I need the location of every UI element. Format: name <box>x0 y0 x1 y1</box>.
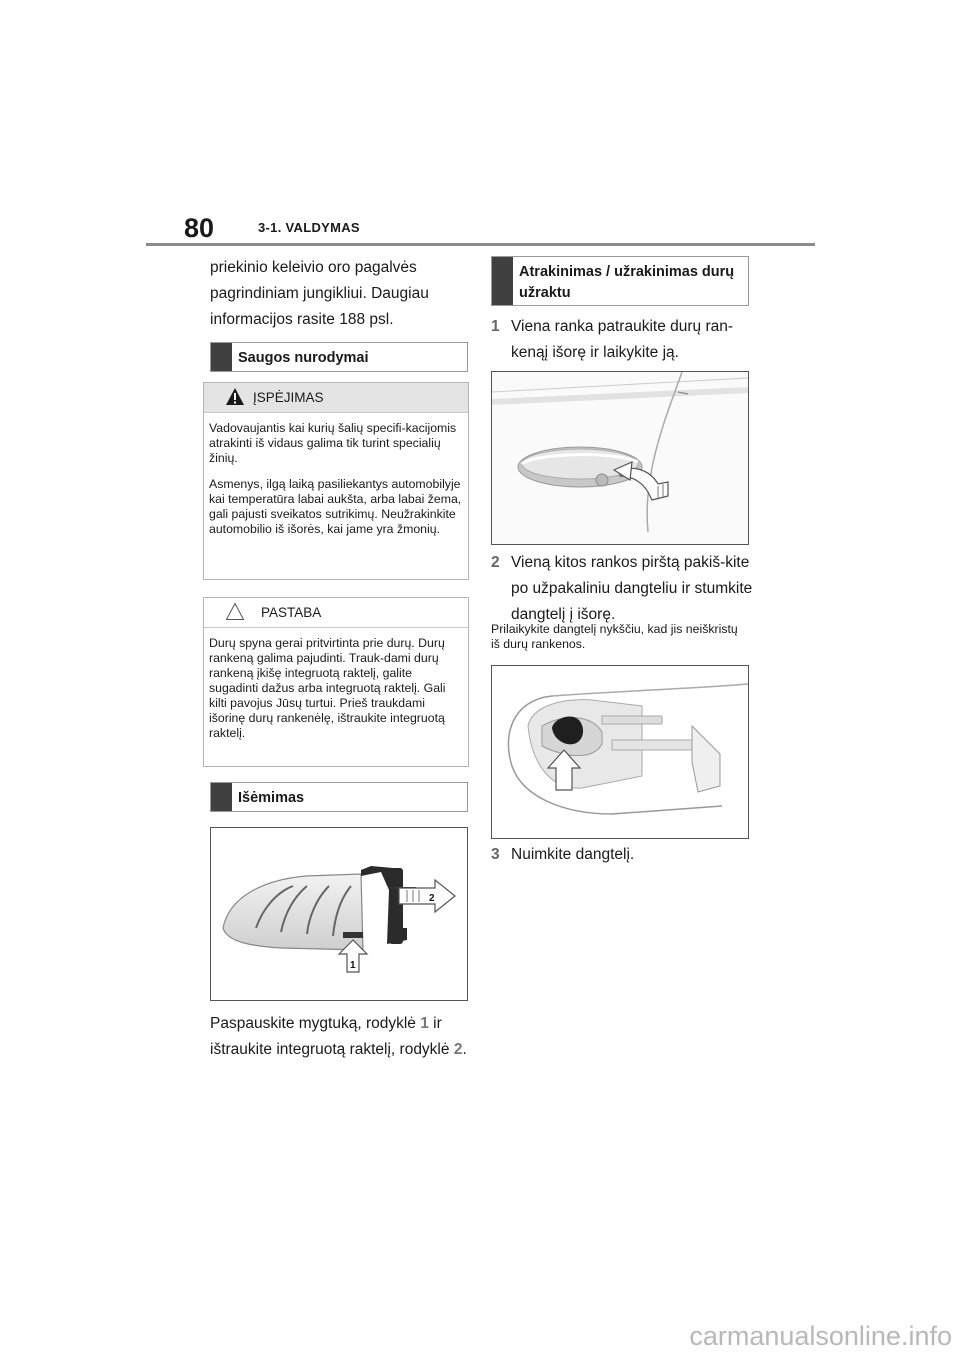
door-handle-figure <box>491 371 749 545</box>
heading-bar <box>211 343 232 371</box>
lock-heading-text: Atrakinimas / užrakinimas durų užraktu <box>519 264 735 301</box>
intro-paragraph: priekinio keleivio oro pagalvės pagrindiniam jungikliui. Daugiau informacijos rasite 188 psl. <box>210 259 429 328</box>
caution-triangle-icon <box>225 602 245 621</box>
step-2 <box>491 550 753 628</box>
caption-text: ir ištraukite integruotą raktelį, rodyklė <box>210 1015 454 1058</box>
heading-bar <box>492 257 513 305</box>
key-removal-figure <box>210 827 468 1001</box>
caption-text: . <box>462 1041 467 1058</box>
step-text: Nuimkite dangtelį. <box>511 846 635 863</box>
warning-box <box>203 382 469 580</box>
notice-paragraph: Durų spyna gerai pritvirtinta prie durų. Durų rankeną galima pajudinti. Trauk-dami durų rankeną įkišę integruotą raktelį, galite sugadinti dažus arba integruotą raktelį. Gali kilti pavojus Jūsų turtui. Prieš traukdami išorinę durų rankenėlę, ištraukite integruotą raktelį. <box>209 636 446 740</box>
lock-heading <box>491 256 749 306</box>
page-number: 80 <box>184 213 215 243</box>
step-1 <box>491 314 753 366</box>
warning-triangle-icon <box>225 387 245 406</box>
removal-heading-text: Išėmimas <box>238 790 305 806</box>
watermark: carmanualsonline.info <box>689 1321 952 1351</box>
step-number: 2 <box>491 554 500 571</box>
step-text: Viena ranka patraukite durų ran-kenąį išorę ir laikykite ją. <box>511 318 734 361</box>
heading-bar <box>211 783 232 811</box>
warning-paragraph: Vadovaujantis kai kurių šalių specifi-kacijomis atrakinti iš vidaus galima tik turint specialių žinių. <box>209 421 457 465</box>
section-title: 3-1. VALDYMAS <box>258 220 360 235</box>
arrow-2-label: 2 <box>429 893 435 904</box>
notice-title: PASTABA <box>261 605 322 620</box>
caption-arrow-1: 1 <box>420 1015 429 1032</box>
header-divider <box>146 243 815 246</box>
safety-heading-text: Saugos nurodymai <box>238 350 369 366</box>
caption-arrow-2: 2 <box>453 1041 463 1058</box>
notice-box <box>203 597 469 767</box>
key-fob-illustration <box>211 828 467 1000</box>
caption-text: Paspauskite mygtuką, rodyklė <box>210 1015 421 1032</box>
cover-removal-illustration <box>492 666 748 838</box>
step-number: 1 <box>491 318 500 335</box>
warning-paragraph: Asmenys, ilgą laiką pasiliekantys automobilyje kai temperatūra labai aukšta, arba labai žema, gali pajusti sveikatos sutrikimų. Neužrakinkite automobilio iš išorės, kai jame yra žmonių. <box>209 477 462 536</box>
removal-heading <box>210 782 468 812</box>
step-2-note: Prilaikykite dangtelį nykščiu, kad jis neiškristų iš durų rankenos. <box>491 622 738 651</box>
cover-removal-figure <box>491 665 749 839</box>
step-text: Vieną kitos rankos pirštą pakiš-kite po užpakaliniu dangteliu ir stumkite dangtelį į išorę. <box>511 554 753 623</box>
door-handle-illustration <box>492 372 748 544</box>
notice-header <box>204 598 468 628</box>
arrow-1-label: 1 <box>350 960 356 971</box>
warning-body <box>204 413 468 554</box>
step-number: 3 <box>491 846 500 863</box>
safety-heading <box>210 342 468 372</box>
step-3 <box>491 842 753 868</box>
removal-caption <box>210 1011 468 1063</box>
warning-header <box>204 383 468 413</box>
warning-title: ĮSPĖJIMAS <box>253 390 324 405</box>
notice-body <box>204 628 468 758</box>
